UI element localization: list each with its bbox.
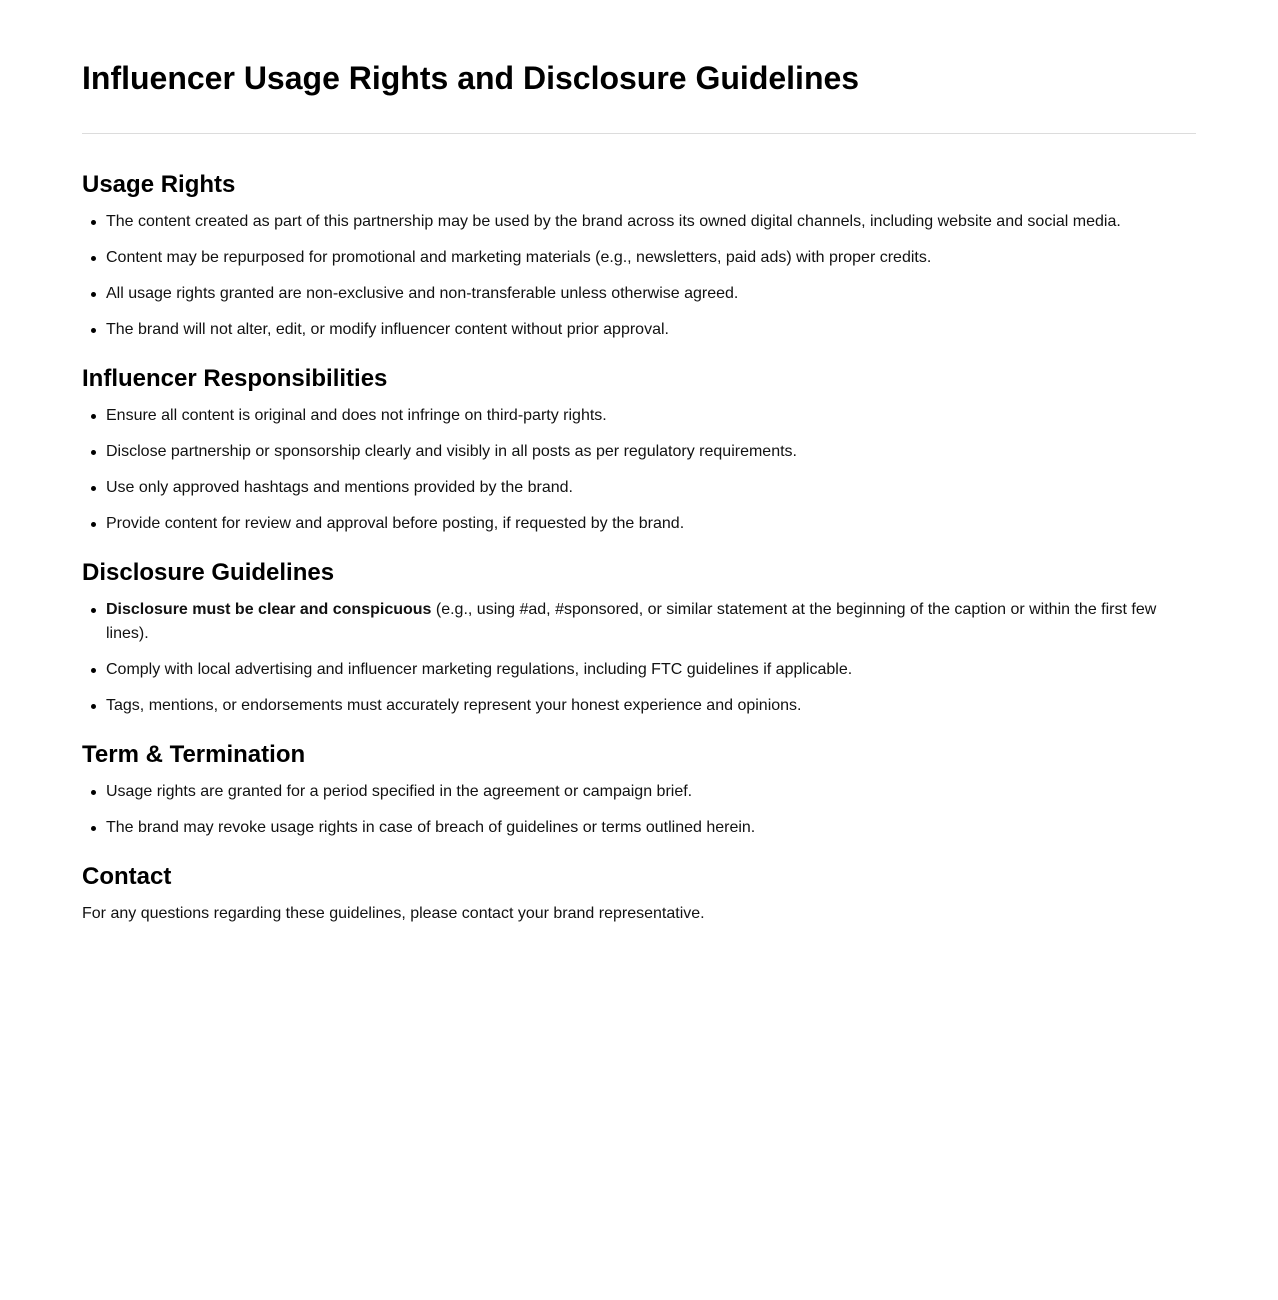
- usage-rights-list: [82, 210, 1196, 342]
- list-item: Provide content for review and approval before posting, if requested by the brand.: [106, 512, 1196, 536]
- list-item: The brand will not alter, edit, or modify influencer content without prior approval.: [106, 318, 1196, 342]
- list-item: All usage rights granted are non-exclusive and non-transferable unless otherwise agreed.: [106, 282, 1196, 306]
- list-item: The brand may revoke usage rights in case of breach of guidelines or terms outlined herein.: [106, 816, 1196, 840]
- term-heading: Term & Termination: [82, 741, 306, 768]
- list-item: Ensure all content is original and does not infringe on third-party rights.: [106, 404, 1196, 428]
- contact-text: For any questions regarding these guidelines, please contact your brand representative.: [82, 905, 705, 922]
- disclosure-list: [82, 598, 1196, 718]
- contact-section: [82, 862, 1196, 926]
- disclosure-heading: Disclosure Guidelines: [82, 559, 335, 586]
- list-item: Comply with local advertising and influencer marketing regulations, including FTC guidelines if applicable.: [106, 658, 1196, 682]
- disclosure-section: [82, 558, 1196, 718]
- list-item: Tags, mentions, or endorsements must accurately represent your honest experience and opinions.: [106, 694, 1196, 718]
- title-divider: [82, 133, 1196, 134]
- usage-rights-heading: Usage Rights: [82, 171, 236, 198]
- responsibilities-heading: Influencer Responsibilities: [82, 365, 388, 392]
- page-title: Influencer Usage Rights and Disclosure Guidelines: [82, 60, 860, 96]
- contact-heading: Contact: [82, 863, 172, 890]
- usage-rights-section: [82, 170, 1196, 342]
- disclosure-emphasis: Disclosure must be clear and conspicuous: [106, 601, 432, 618]
- responsibilities-section: [82, 364, 1196, 536]
- list-item: Content may be repurposed for promotional and marketing materials (e.g., newsletters, paid ads) with proper credits.: [106, 246, 1196, 270]
- term-section: [82, 740, 1196, 840]
- disclosure-detail: (e.g., using #ad, #sponsored, or similar statement at the beginning of the caption or within the first few lines).: [106, 601, 1157, 642]
- responsibilities-list: [82, 404, 1196, 536]
- list-item: Disclose partnership or sponsorship clearly and visibly in all posts as per regulatory requirements.: [106, 440, 1196, 464]
- term-list: [82, 780, 1196, 840]
- list-item: Use only approved hashtags and mentions provided by the brand.: [106, 476, 1196, 500]
- list-item: Usage rights are granted for a period specified in the agreement or campaign brief.: [106, 780, 1196, 804]
- list-item: [106, 598, 1196, 646]
- list-item: The content created as part of this partnership may be used by the brand across its owned digital channels, including website and social media.: [106, 210, 1196, 234]
